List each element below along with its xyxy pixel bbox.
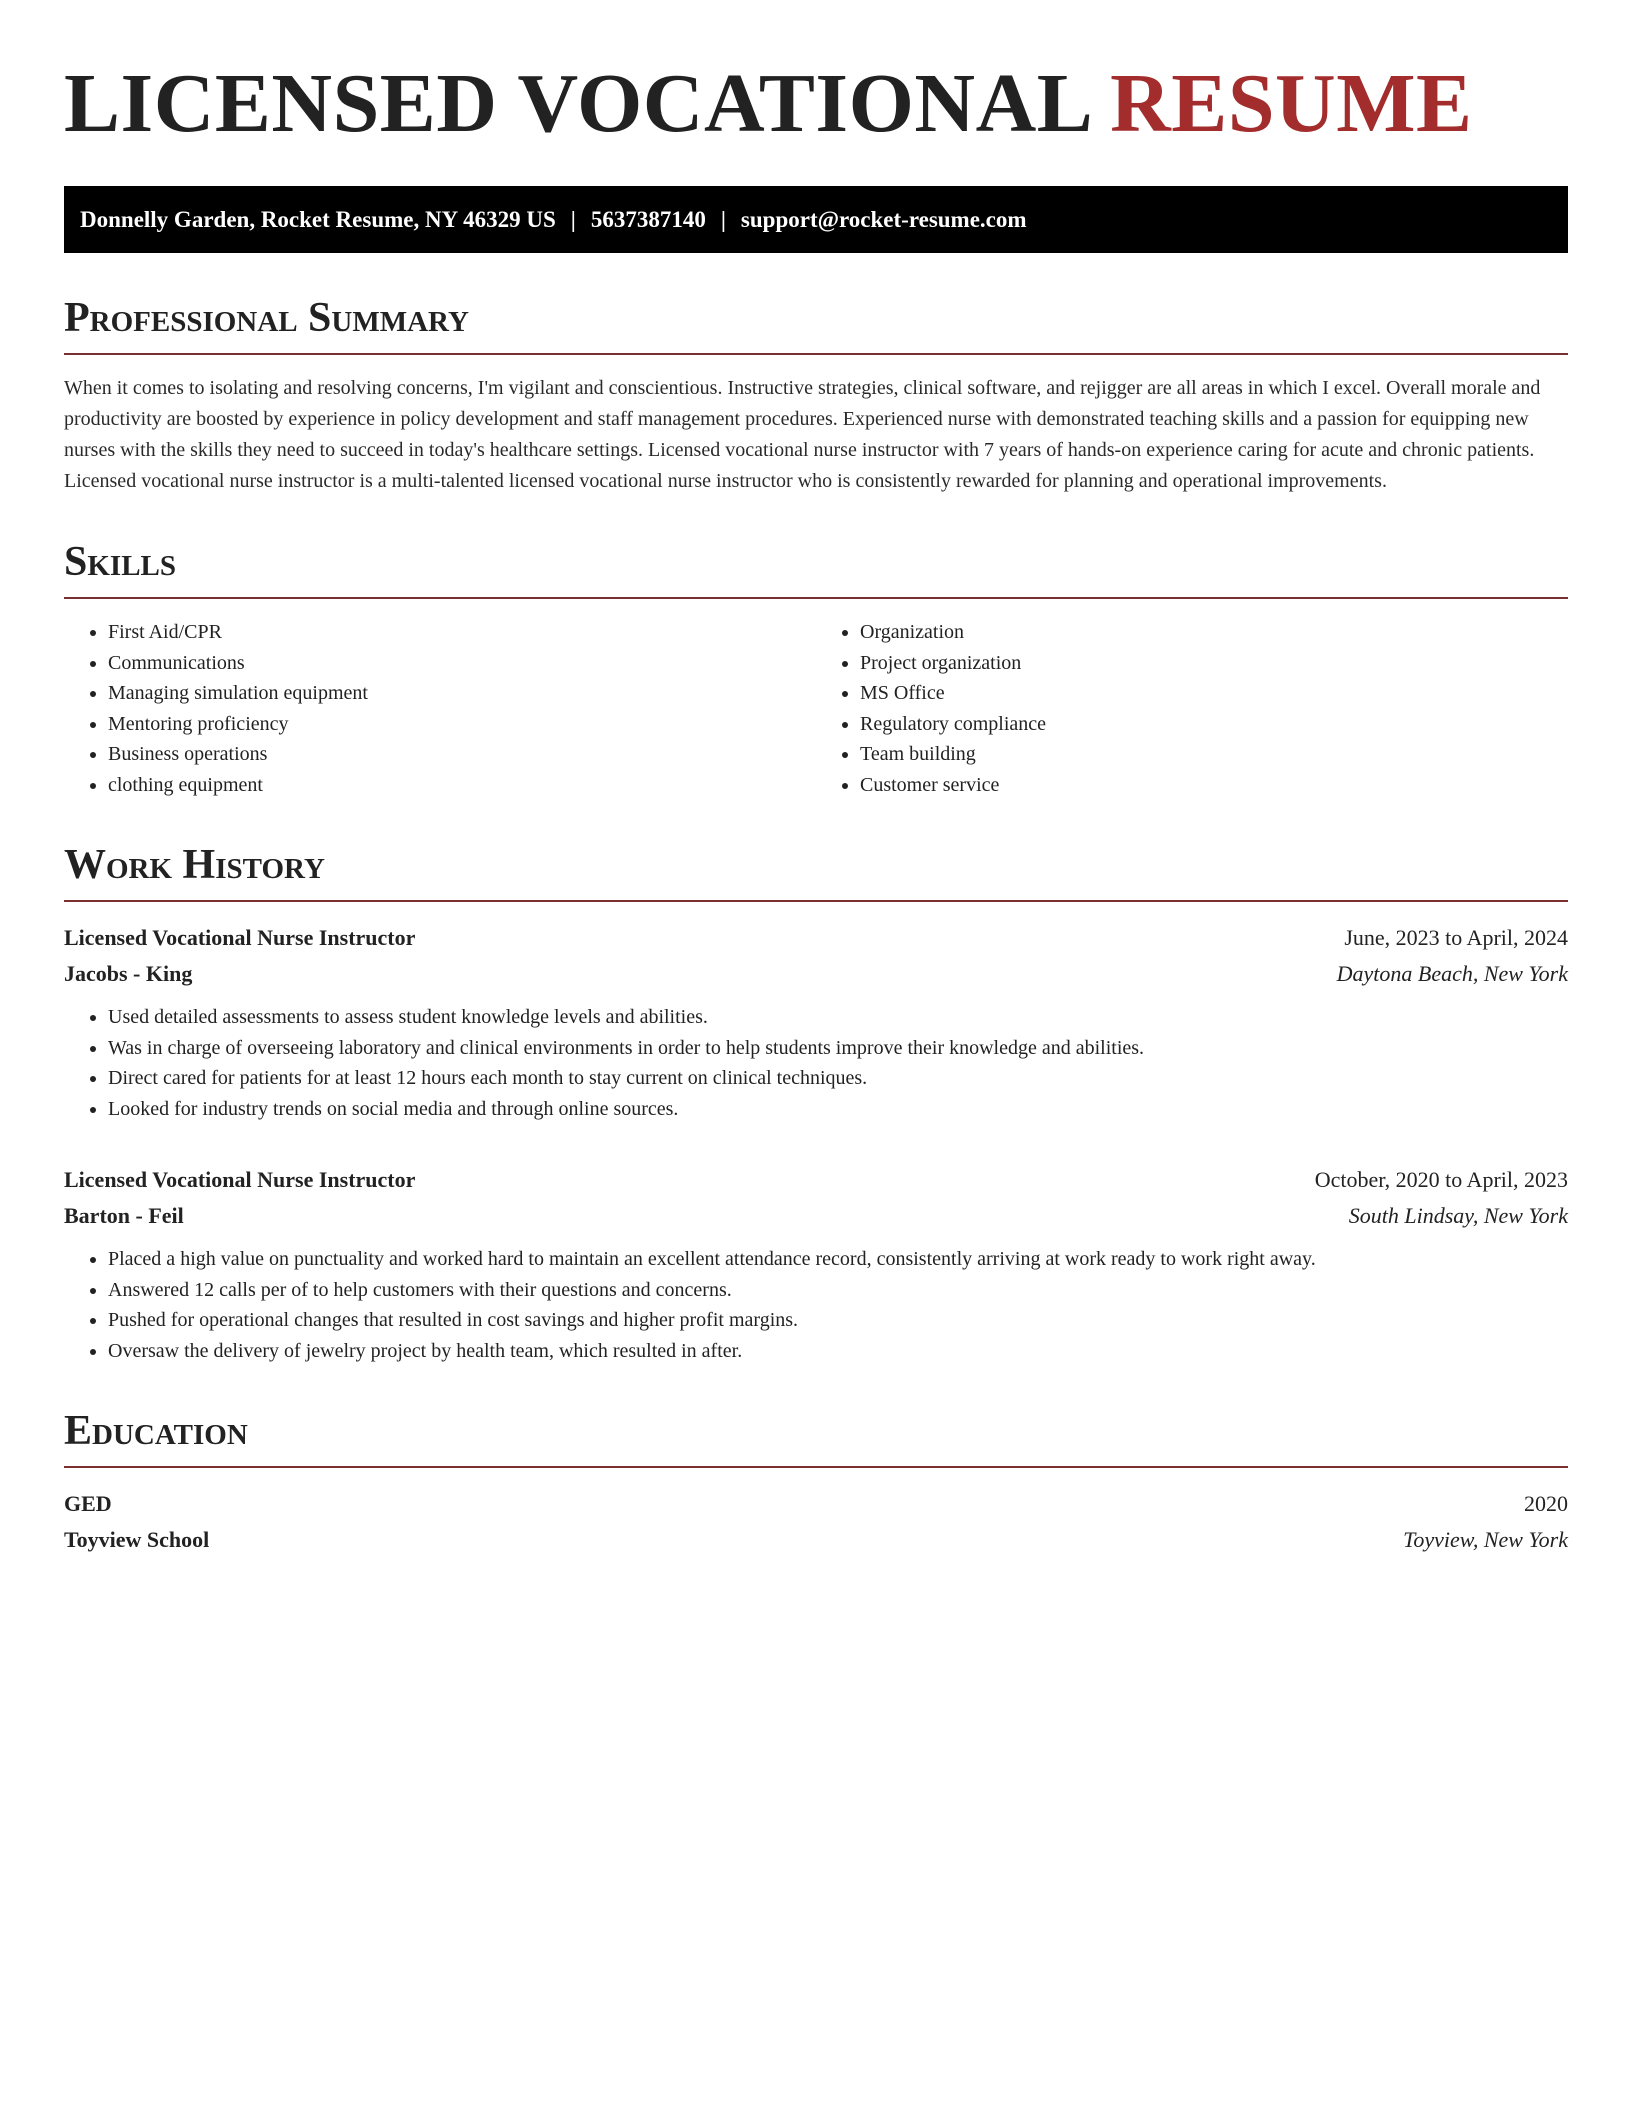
job-location: Daytona Beach, New York (1336, 961, 1568, 986)
job-bullet: • Was in charge of overseeing laboratory and clinical environments in order to help students improve their knowledge and abilities. (108, 1033, 1568, 1064)
contact-separator: | (570, 206, 576, 232)
job-entry (64, 1162, 1568, 1366)
job-company: Jacobs - King (64, 961, 193, 986)
job-bullet: • Direct cared for patients for at least 12 hours each month to stay current on clinical techniques. (108, 1063, 1568, 1094)
section-divider (64, 353, 1568, 355)
education-section (64, 1406, 1568, 1558)
job-dates: October, 2020 to April, 2023 (1314, 1167, 1568, 1192)
education-school: Toyview School (64, 1527, 210, 1552)
section-heading: Professional Summary (64, 295, 469, 341)
skills-list-right (816, 617, 1568, 800)
job-bullet: • Looked for industry trends on social media and through online sources. (108, 1094, 1568, 1125)
contact-separator: | (720, 206, 726, 232)
skill-item: • Customer service (860, 770, 1568, 801)
section-heading: Education (64, 1408, 248, 1454)
summary-section (64, 293, 1568, 497)
resume-title (64, 56, 1568, 152)
education-year: 2020 (1524, 1491, 1568, 1516)
job-company-row (64, 956, 1568, 992)
contact-bar (64, 186, 1568, 253)
job-bullet: • Oversaw the delivery of jewelry project by health team, which resulted in after. (108, 1336, 1568, 1367)
section-heading: Skills (64, 539, 177, 585)
education-location: Toyview, New York (1403, 1527, 1568, 1552)
education-school-row (64, 1522, 1568, 1558)
contact-address: Donnelly Garden, Rocket Resume, NY 46329 US (80, 206, 556, 232)
skills-section (64, 537, 1568, 800)
job-company-row (64, 1198, 1568, 1234)
skills-columns (64, 617, 1568, 800)
job-bullets (64, 1244, 1568, 1366)
job-bullets (64, 1002, 1568, 1124)
skill-item: • Organization (860, 617, 1568, 648)
job-header-row (64, 920, 1568, 956)
job-company: Barton - Feil (64, 1203, 184, 1228)
skill-item: • clothing equipment (108, 770, 816, 801)
job-header-row (64, 1162, 1568, 1198)
job-title: Licensed Vocational Nurse Instructor (64, 925, 416, 950)
skill-item: • First Aid/CPR (108, 617, 816, 648)
skill-item: • Business operations (108, 739, 816, 770)
work-history-section (64, 840, 1568, 1366)
contact-phone: 5637387140 (590, 206, 706, 232)
job-bullet: • Answered 12 calls per of to help customers with their questions and concerns. (108, 1275, 1568, 1306)
skill-item: • Mentoring proficiency (108, 709, 816, 740)
skill-item: • MS Office (860, 678, 1568, 709)
job-dates: June, 2023 to April, 2024 (1344, 925, 1568, 950)
skill-item: • Managing simulation equipment (108, 678, 816, 709)
skill-item: • Project organization (860, 648, 1568, 679)
contact-email: support@rocket-resume.com (740, 206, 1027, 232)
job-title: Licensed Vocational Nurse Instructor (64, 1167, 416, 1192)
job-bullet: • Used detailed assessments to assess student knowledge levels and abilities. (108, 1002, 1568, 1033)
job-bullet: • Placed a high value on punctuality and worked hard to maintain an excellent attendance record, consistently arriving at work ready to work right away. (108, 1244, 1568, 1275)
education-degree: GED (64, 1491, 112, 1516)
skill-item: • Team building (860, 739, 1568, 770)
skill-item: • Regulatory compliance (860, 709, 1568, 740)
title-accent: RESUME (1110, 57, 1473, 150)
skills-list-left (64, 617, 816, 800)
summary-text: When it comes to isolating and resolving concerns, I'm vigilant and conscientious. Instructive strategies, clinical software, and rejigger are all areas in which I excel. Overall morale and productivity are boosted by experience in policy development and staff management procedures. Experienced nurse with demonstrated teaching skills and a passion for equipping new nurses with the skills they need to succeed in today's healthcare settings. Licensed vocational nurse instructor with 7 years of hands-on experience caring for acute and chronic patients. Licensed vocational nurse instructor is a multi-talented licensed vocational nurse instructor who is consistently rewarded for planning and operational improvements. (64, 377, 1541, 492)
title-main: LICENSED VOCATIONAL (64, 57, 1089, 150)
skill-item: • Communications (108, 648, 816, 679)
job-bullet: • Pushed for operational changes that resulted in cost savings and higher profit margins. (108, 1305, 1568, 1336)
education-degree-row (64, 1486, 1568, 1522)
job-location: South Lindsay, New York (1348, 1203, 1568, 1228)
section-heading: Work History (64, 842, 325, 888)
job-entry (64, 920, 1568, 1124)
section-divider (64, 1466, 1568, 1468)
section-divider (64, 597, 1568, 599)
section-divider (64, 900, 1568, 902)
